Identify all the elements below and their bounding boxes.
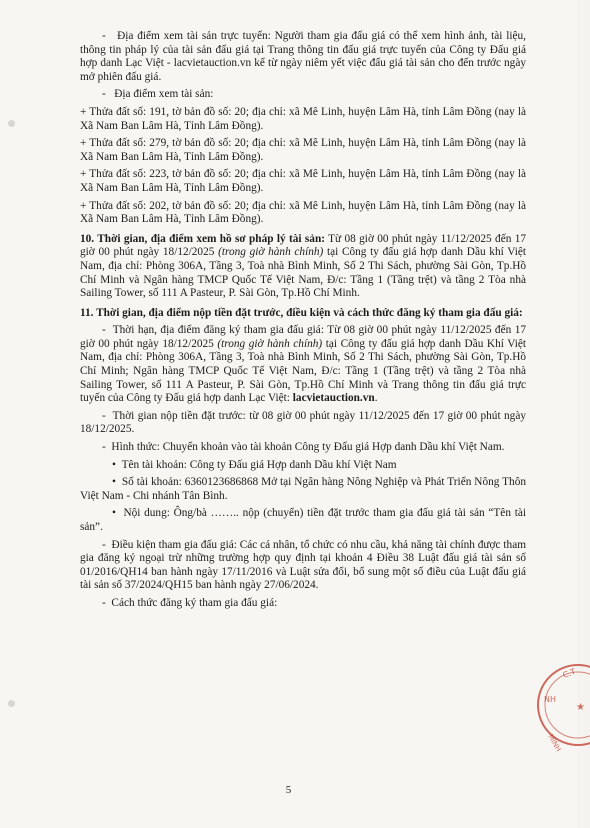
registration-method-paragraph: - Cách thức đăng ký tham gia đấu giá: [102,596,278,609]
svg-text:NH: NH [544,695,556,704]
svg-text:C.T: C.T [561,666,577,680]
punch-hole [8,120,15,127]
section-10-heading: 10. Thời gian, địa điểm xem hồ sơ pháp lý tài sản: [80,232,325,245]
account-number-item: • Số tài khoản: 6360123686868 Mở tại Ngân hàng Nông Nghiệp và Phát Triển Nông Thôn Việt Nam - Chi nhánh Tân Bình. [80,476,527,502]
punch-hole [8,700,15,707]
page-number: 5 [285,784,292,796]
account-name-item: • Tên tài khoản: Công ty Đấu giá Hợp danh Dầu khí Việt Nam [112,458,397,471]
conditions-paragraph: - Điều kiện tham gia đấu giá: Các cá nhân, tổ chức có nhu cầu, khả năng tài chính được tham gia đăng ký ngoại trừ những trường hợp quy định tại khoản 4 Điều 38 Luật đấu giá tài sản số 01/2016/QH14 ban hành ngày 17/11/2016 và Luật sửa đổi, bổ sung một số điều của Luật đấu giá tài sản số 37/2024/QH15 ban hành ngày 27/06/2024. [80,538,526,592]
bullet-icon: • [112,458,116,471]
payment-form-paragraph: - Hình thức: Chuyển khoản vào tài khoản Công ty Đấu giá Hợp danh Dầu khí Việt Nam. [102,441,505,454]
parcel-item: + Thửa đất số: 202, tờ bản đồ số: 20; địa chỉ: xã Mê Linh, huyện Lâm Hà, tỉnh Lâm Đồng (nay là Xã Nam Ban Lâm Hà, Tỉnh Lâm Đồng). [80,199,526,226]
seal-icon [530,650,590,770]
parcel-item: + Thửa đất số: 191, tờ bản đồ số: 20; địa chỉ: xã Mê Linh, huyện Lâm Hà, tỉnh Lâm Đồng (nay là Xã Nam Ban Lâm Hà, Tỉnh Lâm Đồng). [80,105,526,132]
bullet-icon: • [112,476,116,489]
bullet-icon: • [112,507,116,520]
online-viewing-paragraph: - Địa điểm xem tài sản trực tuyến: Người tham gia đấu giá có thể xem hình ảnh, tài liệu, thông tin pháp lý của tài sản đấu giá tại Trang thông tin đấu giá trực tuyến của Công ty Đấu giá hợp danh Lạc Việt - lacvietauction.vn kể từ ngày niêm yết việc đấu giá tài sản cho đến trước ngày mở phiên đấu giá. [80,30,526,83]
viewing-location-label: - Địa điểm xem tài sản: [102,88,214,101]
deposit-time-paragraph: - Thời gian nộp tiền đặt trước: từ 08 giờ 00 phút ngày 11/12/2025 đến 17 giờ 00 phút ngày 18/12/2025. [80,409,526,436]
transfer-content-item: • Nội dung: Ông/bà …….. nộp (chuyển) tiền đặt trước tham gia đấu giá tài sản “Tên tài sản”. [80,507,526,533]
document-body [80,30,526,615]
parcel-item: + Thửa đất số: 223, tờ bản đồ số: 20; địa chỉ: xã Mê Linh, huyện Lâm Hà, tỉnh Lâm Đồng (nay là Xã Nam Ban Lâm Hà, Tỉnh Lâm Đồng). [80,168,526,194]
svg-text:MINH: MINH [546,733,563,754]
section-11-heading: 11. Thời gian, địa điểm nộp tiền đặt trước, điều kiện và cách thức đăng ký tham gia đấu giá: [80,306,523,319]
auction-site-link: lacvietauction.vn [292,392,375,405]
parcel-item: + Thửa đất số: 279, tờ bản đồ số: 20; địa chỉ: xã Mê Linh, huyện Lâm Hà, tỉnh Lâm Đồng (nay là Xã Nam Ban Lâm Hà, Tỉnh Lâm Đồng). [80,137,526,163]
section-10: 10. Thời gian, địa điểm xem hồ sơ pháp lý tài sản: Từ 08 giờ 00 phút ngày 11/12/2025 đến 17 giờ 00 phút ngày 18/12/2025 (trong giờ hành chính) tại Công ty đấu giá hợp danh Dầu khí Việt Nam, địa chỉ: Phòng 306A, Tầng 3, Toà nhà Bình Minh, Số 2 Thi Sách, phường Sài Gòn, Tp.Hồ Chí Minh và Ngân hàng TMCP Quốc Tế Việt Nam, Đ/c: Tầng 1 (Tầng trệt) và tầng 2 Tòa nhà Sailing Tower, số 111 A Pasteur, P. Sài Gòn, Tp.Hồ Chí Minh. [80,232,527,300]
svg-text:★: ★ [576,702,585,713]
registration-paragraph: - Thời hạn, địa điểm đăng ký tham gia đấu giá: Từ 08 giờ 00 phút ngày 11/12/2025 đến 17 giờ 00 phút ngày 18/12/2025 (trong giờ hành chính) tại Công ty đấu giá hợp danh Dầu Khí Việt Nam, địa chỉ: Phòng 306A, Tầng 3, Toà nhà Bình Minh, Số 2 Thi Sách, phường Sài Gòn, Tp.Hồ Chí Minh; Ngân hàng TMCP Quốc Tế Việt Nam, Đ/c: Tầng 1 (Tầng trệt) và tầng 2 Tòa nhà Sailing Tower, số 111 A Pasteur, P. Sài Gòn, Tp.Hồ Chí Minh và Trang thông tin đấu giá trực tuyến của Công ty Đấu giá hợp danh Lạc Việt: lacvietauction.vn. [80,324,526,405]
company-seal [530,650,590,770]
